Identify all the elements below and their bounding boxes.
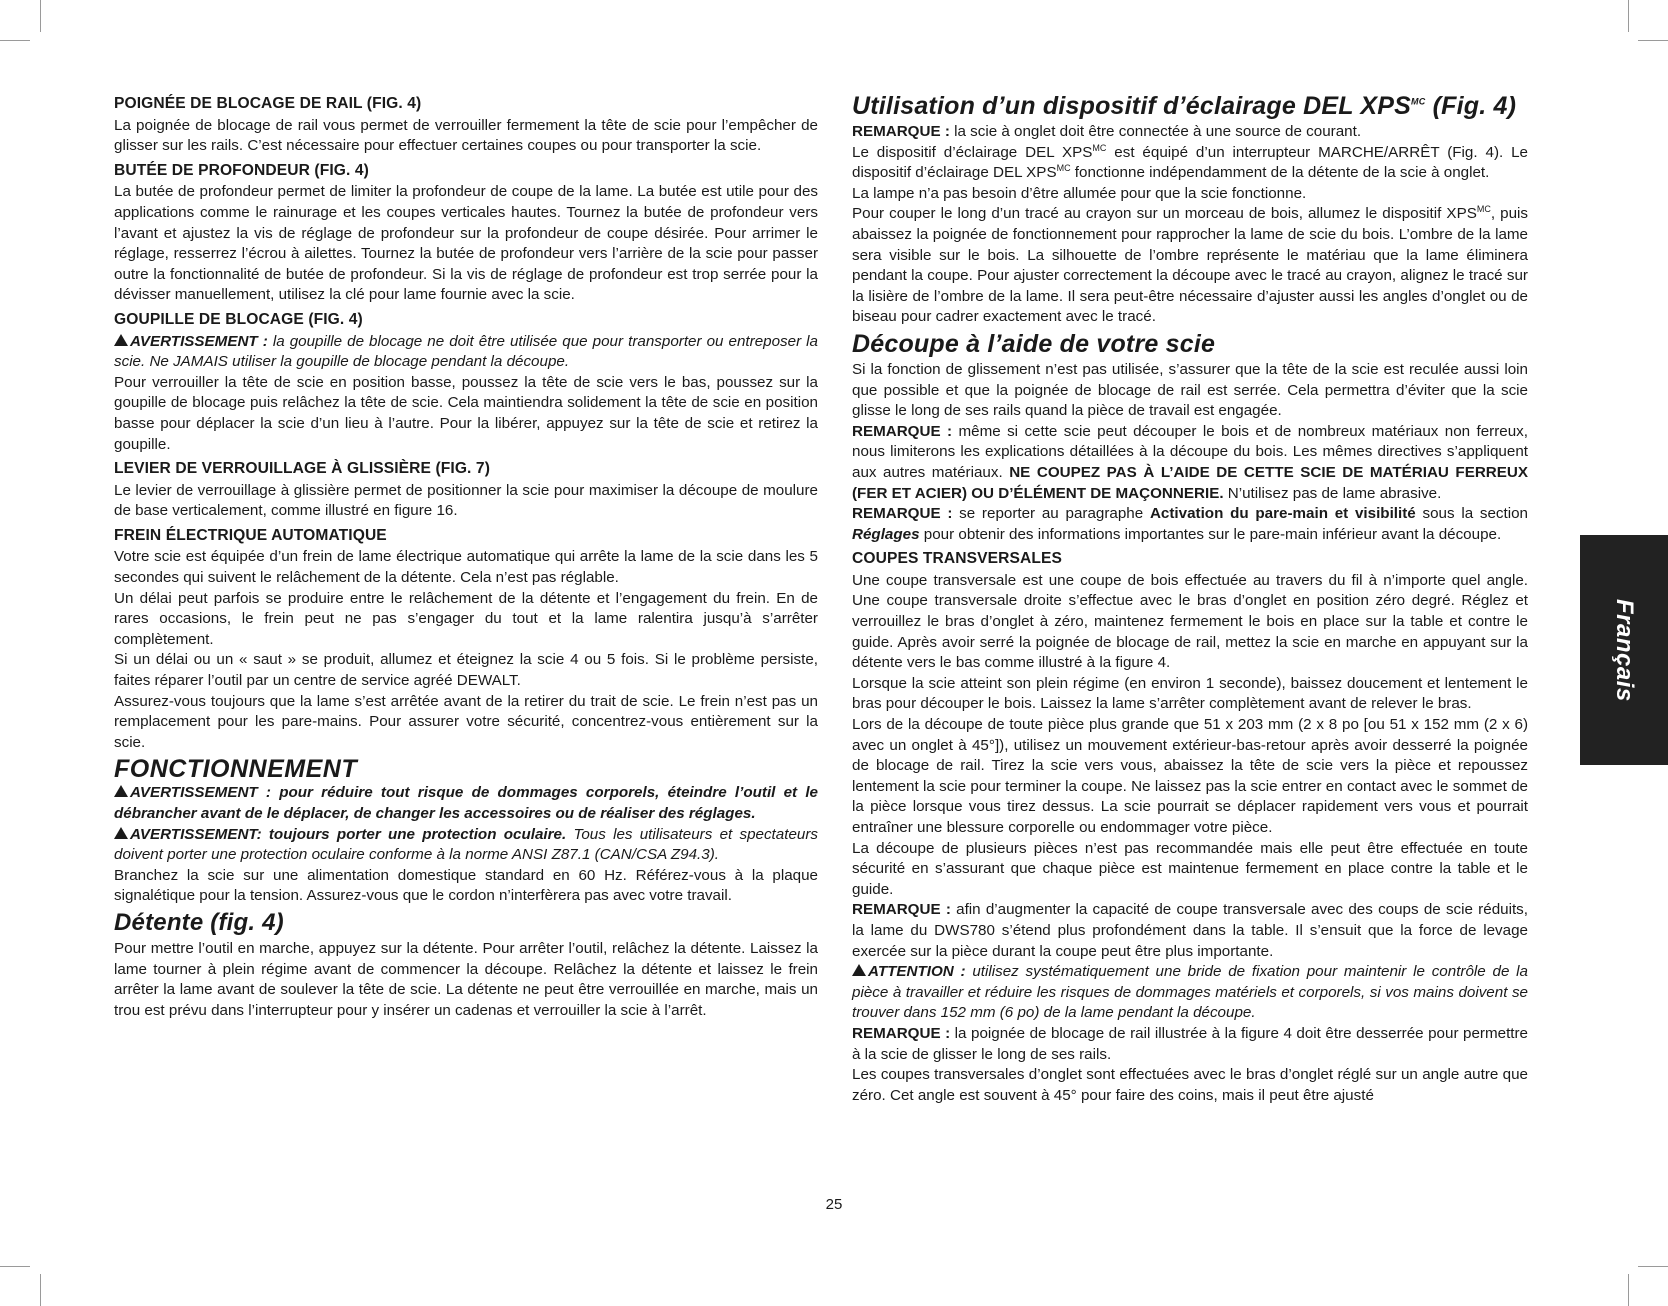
section-heading-operation: FONCTIONNEMENT xyxy=(114,755,358,784)
crop-mark xyxy=(0,40,30,41)
paragraph: Une coupe transversale est une coupe de bois effectuée au travers du fil à n’importe quel angle. Une coupe transversale droite s’effectue avec le bras d’onglet en position zéro degré. Réglez et verrouillez le bras d’onglet à zéro, maintenez fermement le bois en place sur la table et contre le guide. Après avoir serré la poignée de blocage de rail, mettez la scie en marche en appuyant sur la détente vers le bas comme illustré à la figure 4. xyxy=(852,571,1528,672)
crop-mark xyxy=(40,0,41,32)
paragraph: Le dispositif d’éclairage DEL $XPS^{MC}$ est équipé d’un interrupteur MARCHE/ARRÊT (Fig. 4). Le dispositif d’éclairage DEL $XPS^{MC}$ fonctionne indépendamment de la détente de la scie à onglet. xyxy=(852,142,1529,182)
language-tab xyxy=(1580,535,1668,765)
warning-icon xyxy=(114,334,128,346)
page-number: 25 xyxy=(825,1196,843,1213)
note-paragraph: REMARQUE : même si cette scie peut découper le bois et de nombreux matériaux non ferreux, nous limiterons les explications détaillées à la découpe du bois. Les mêmes directives s’appliquent aux autres matériaux. NE COUPEZ PAS À L’AIDE DE CETTE SCIE DE MATÉRIAU FERREUX (FER ET ACIER) OU D’ÉLÉMENT DE MAÇONNERIE. N’utilisez pas de lame abrasive. xyxy=(852,422,1529,502)
paragraph: Assurez-vous toujours que la lame s’est arrêtée avant de la retirer du trait de scie. Le frein n’est pas un remplacement pour les pare-mains. Pour assurer votre sécurité, concentrez-vous entièrement sur la scie. xyxy=(114,692,818,751)
section-heading-lock-pin: GOUPILLE DE BLOCAGE (FIG. 4) xyxy=(114,310,363,328)
section-heading-trigger: Détente (fig. 4) xyxy=(114,908,284,936)
section-heading-crosscuts: COUPES TRANSVERSALES xyxy=(852,550,1062,568)
note-paragraph: REMARQUE : la poignée de blocage de rail illustrée à la figure 4 doit être desserrée pour permettre à la scie de glisser le long de ses rails. xyxy=(852,1024,1529,1063)
paragraph: Pour verrouiller la tête de scie en position basse, poussez la tête de scie vers le bas, poussez sur la goupille de blocage puis relâchez la tête de scie. Cela maintiendra solidement la tête de scie en position basse pour déplacer la scie d’un lieu à l’autre. Pour la libérer, appuyez sur la tête de scie et retirez la goupille. xyxy=(114,373,818,453)
paragraph: La butée de profondeur permet de limiter la profondeur de coupe de la lame. La butée est utile pour des applications comme le rainurage et les coupes verticales hautes. Tournez la butée de profondeur vers l’avant et ajustez la vis de réglage de profondeur sur la profondeur de coupe désirée. Pour arrimer le réglage, resserrez l’écrou à ailettes. Tournez la butée de profondeur vers l’arrière de la scie pour passer outre la fonctionnalité de butée de profondeur. Si la vis de réglage de profondeur est trop serrée pour la dévisser manuellement, utilisez la clé pour lame fournie avec la scie. xyxy=(114,183,818,304)
warning-paragraph: AVERTISSEMENT : pour réduire tout risque de dommages corporels, éteindre l’outil et le débrancher avant de le déplacer, de changer les accessoires ou de réaliser des réglages. xyxy=(114,784,818,822)
section-heading-slide-lock: LEVIER DE VERROUILLAGE À GLISSIÈRE (FIG. 7) xyxy=(114,460,490,478)
paragraph: Pour couper le long d’un tracé au crayon sur un morceau de bois, allumez le dispositif $XPS^{MC}$, puis abaissez la poignée de fonctionnement pour rapprocher la lame de scie du bois. L’ombre de la lame sera visible sur le bois. La silhouette de l’ombre représente le matériau que la lame éliminera pendant la coupe. Pour ajuster correctement la découpe avec le tracé au crayon, alignez le tracé sur la lisière de l’ombre de la lame. Il sera peut-être nécessaire d’ajuster aussi les angles d’onglet ou de biseau pour cadrer exactement avec le tracé. xyxy=(852,204,1528,326)
warning-paragraph: AVERTISSEMENT : la goupille de blocage ne doit être utilisée que pour transporter ou entreposer la scie. Ne JAMAIS utiliser la goupille de blocage pendant la découpe. xyxy=(114,332,818,371)
section-heading-depth-stop: BUTÉE DE PROFONDEUR (FIG. 4) xyxy=(114,161,369,179)
note-paragraph: REMARQUE : la scie à onglet doit être connectée à une source de courant. xyxy=(852,123,1362,140)
paragraph: Lorsque la scie atteint son plein régime (en environ 1 seconde), baissez doucement et lentement le bras pour découper le bois. Laissez la lame s’arrêter complètement avant de relever le bras. xyxy=(852,674,1528,713)
paragraph: Si un délai ou un « saut » se produit, allumez et éteignez la scie 4 ou 5 fois. Si le problème persiste, faites réparer l’outil par un centre de service agréé DEWALT. xyxy=(114,651,818,690)
paragraph: Branchez la scie sur une alimentation domestique standard en 60 Hz. Référez-vous à la plaque signalétique pour la tension. Assurez-vous que le cordon n’interfèrera pas avec votre travail. xyxy=(114,866,818,905)
section-heading-led: Utilisation d’un dispositif d’éclairage DEL $XPS^{MC}$ (Fig. 4) xyxy=(852,92,1517,120)
crop-mark xyxy=(1638,1266,1668,1267)
warning-icon xyxy=(114,827,128,839)
language-tab-label: Français xyxy=(1611,598,1638,702)
note-paragraph: REMARQUE : se reporter au paragraphe Activation du pare-main et visibilité sous la section Réglages pour obtenir des informations importantes sur le pare-main inférieur avant la découpe. xyxy=(852,505,1529,543)
note-paragraph: REMARQUE : afin d’augmenter la capacité de coupe transversale avec des coups de scie réduits, la lame du DWS780 s’étend plus profondément dans la table. Il s’ensuit que la force de levage exercée sur la pièce durant la coupe peut être plus importante. xyxy=(852,901,1528,960)
paragraph: Votre scie est équipée d’un frein de lame électrique automatique qui arrête la lame de la scie dans les 5 secondes qui suivent le relâchement de la détente. Cela n’est pas réglable. xyxy=(114,548,818,587)
warning-icon xyxy=(114,785,128,797)
paragraph: Le levier de verrouillage à glissière permet de positionner la scie pour maximiser la découpe de moulure de base verticalement, comme illustré en figure 16. xyxy=(114,481,818,520)
crop-mark xyxy=(1628,1274,1629,1306)
crop-mark xyxy=(1628,0,1629,32)
paragraph: La poignée de blocage de rail vous permet de verrouiller fermement la tête de scie pour l’empêcher de glisser sur les rails. C’est nécessaire pour effectuer certaines coupes ou pour transporter la scie. xyxy=(114,116,818,155)
caution-paragraph: ATTENTION : utilisez systématiquement une bride de fixation pour maintenir le contrôle de la pièce à travailler et réduire les risques de dommages matériels et corporels, si vos mains doivent se trouver dans 152 mm (6 po) de la lame pendant la découpe. xyxy=(852,963,1528,1022)
crop-mark xyxy=(1638,40,1668,41)
section-heading-rail-lock: POIGNÉE DE BLOCAGE DE RAIL (FIG. 4) xyxy=(114,95,422,112)
paragraph: Les coupes transversales d’onglet sont effectuées avec le bras d’onglet réglé sur un angle autre que zéro. Cet angle est souvent à 45° pour faire des coins, mais il peut être ajusté xyxy=(852,1066,1528,1104)
crop-mark xyxy=(0,1266,30,1267)
right-column xyxy=(852,90,1528,1106)
paragraph: Lors de la découpe de toute pièce plus grande que 51 x 203 mm (2 x 8 po [ou 51 x 152 mm (2 x 6) avec un onglet à 45°]), utilisez un mouvement extérieur-bas-retour après avoir desserré la poignée de blocage de rail. Tirez la scie vers vous, abaissez la tête de scie vers la pièce et repoussez lentement la scie pour terminer la coupe. Ne laissez pas la scie entrer en contact avec le sommet de la pièce lorsque vous tirez dessus. La scie pourrait se déplacer rapidement vers vous et pourrait entraîner une blessure corporelle ou endommager votre pièce. xyxy=(852,716,1528,836)
left-column xyxy=(114,90,818,1021)
paragraph: Pour mettre l’outil en marche, appuyez sur la détente. Pour arrêter l’outil, relâchez la détente. Laissez la lame tourner à plein régime avant de commencer la découpe. Relâchez la détente et laissez le frein arrêter la lame avant de soulever la tête de scie. La détente ne peut être verrouillée en marche, mais un trou est prévu dans l’interrupteur pour y insérer un cadenas et verrouiller la scie à l’arrêt. xyxy=(114,939,818,1019)
paragraph: Si la fonction de glissement n’est pas utilisée, s’assurer que la tête de la scie est reculée aussi loin que possible et que la poignée de blocage de rail est serrée. Cela permettra d’éviter que la scie glisse le long de ses rails quand la pièce de travail est engagée. xyxy=(852,360,1528,420)
warning-icon xyxy=(852,964,866,976)
section-heading-cutting: Découpe à l’aide de votre scie xyxy=(852,329,1216,358)
paragraph: La découpe de plusieurs pièces n’est pas recommandée mais elle peut être effectuée en toute sécurité en s’assurant que chaque pièce est maintenue fermement en place contre la table et le guide. xyxy=(852,839,1528,898)
warning-paragraph: AVERTISSEMENT: toujours porter une protection oculaire. Tous les utilisateurs et spectateurs doivent porter une protection oculaire conforme à la norme ANSI Z87.1 (CAN/CSA Z94.3). xyxy=(114,825,818,864)
crop-mark xyxy=(40,1274,41,1306)
paragraph: La lampe n’a pas besoin d’être allumée pour que la scie fonctionne. xyxy=(852,184,1307,202)
paragraph: Un délai peut parfois se produire entre le relâchement de la détente et l’engagement du frein. En de rares occasions, le frein peut ne pas s’engager du tout et la lame ralentira jusqu’à s’arrêter complètement. xyxy=(114,589,818,648)
section-heading-brake: FREIN ÉLECTRIQUE AUTOMATIQUE xyxy=(114,526,387,544)
